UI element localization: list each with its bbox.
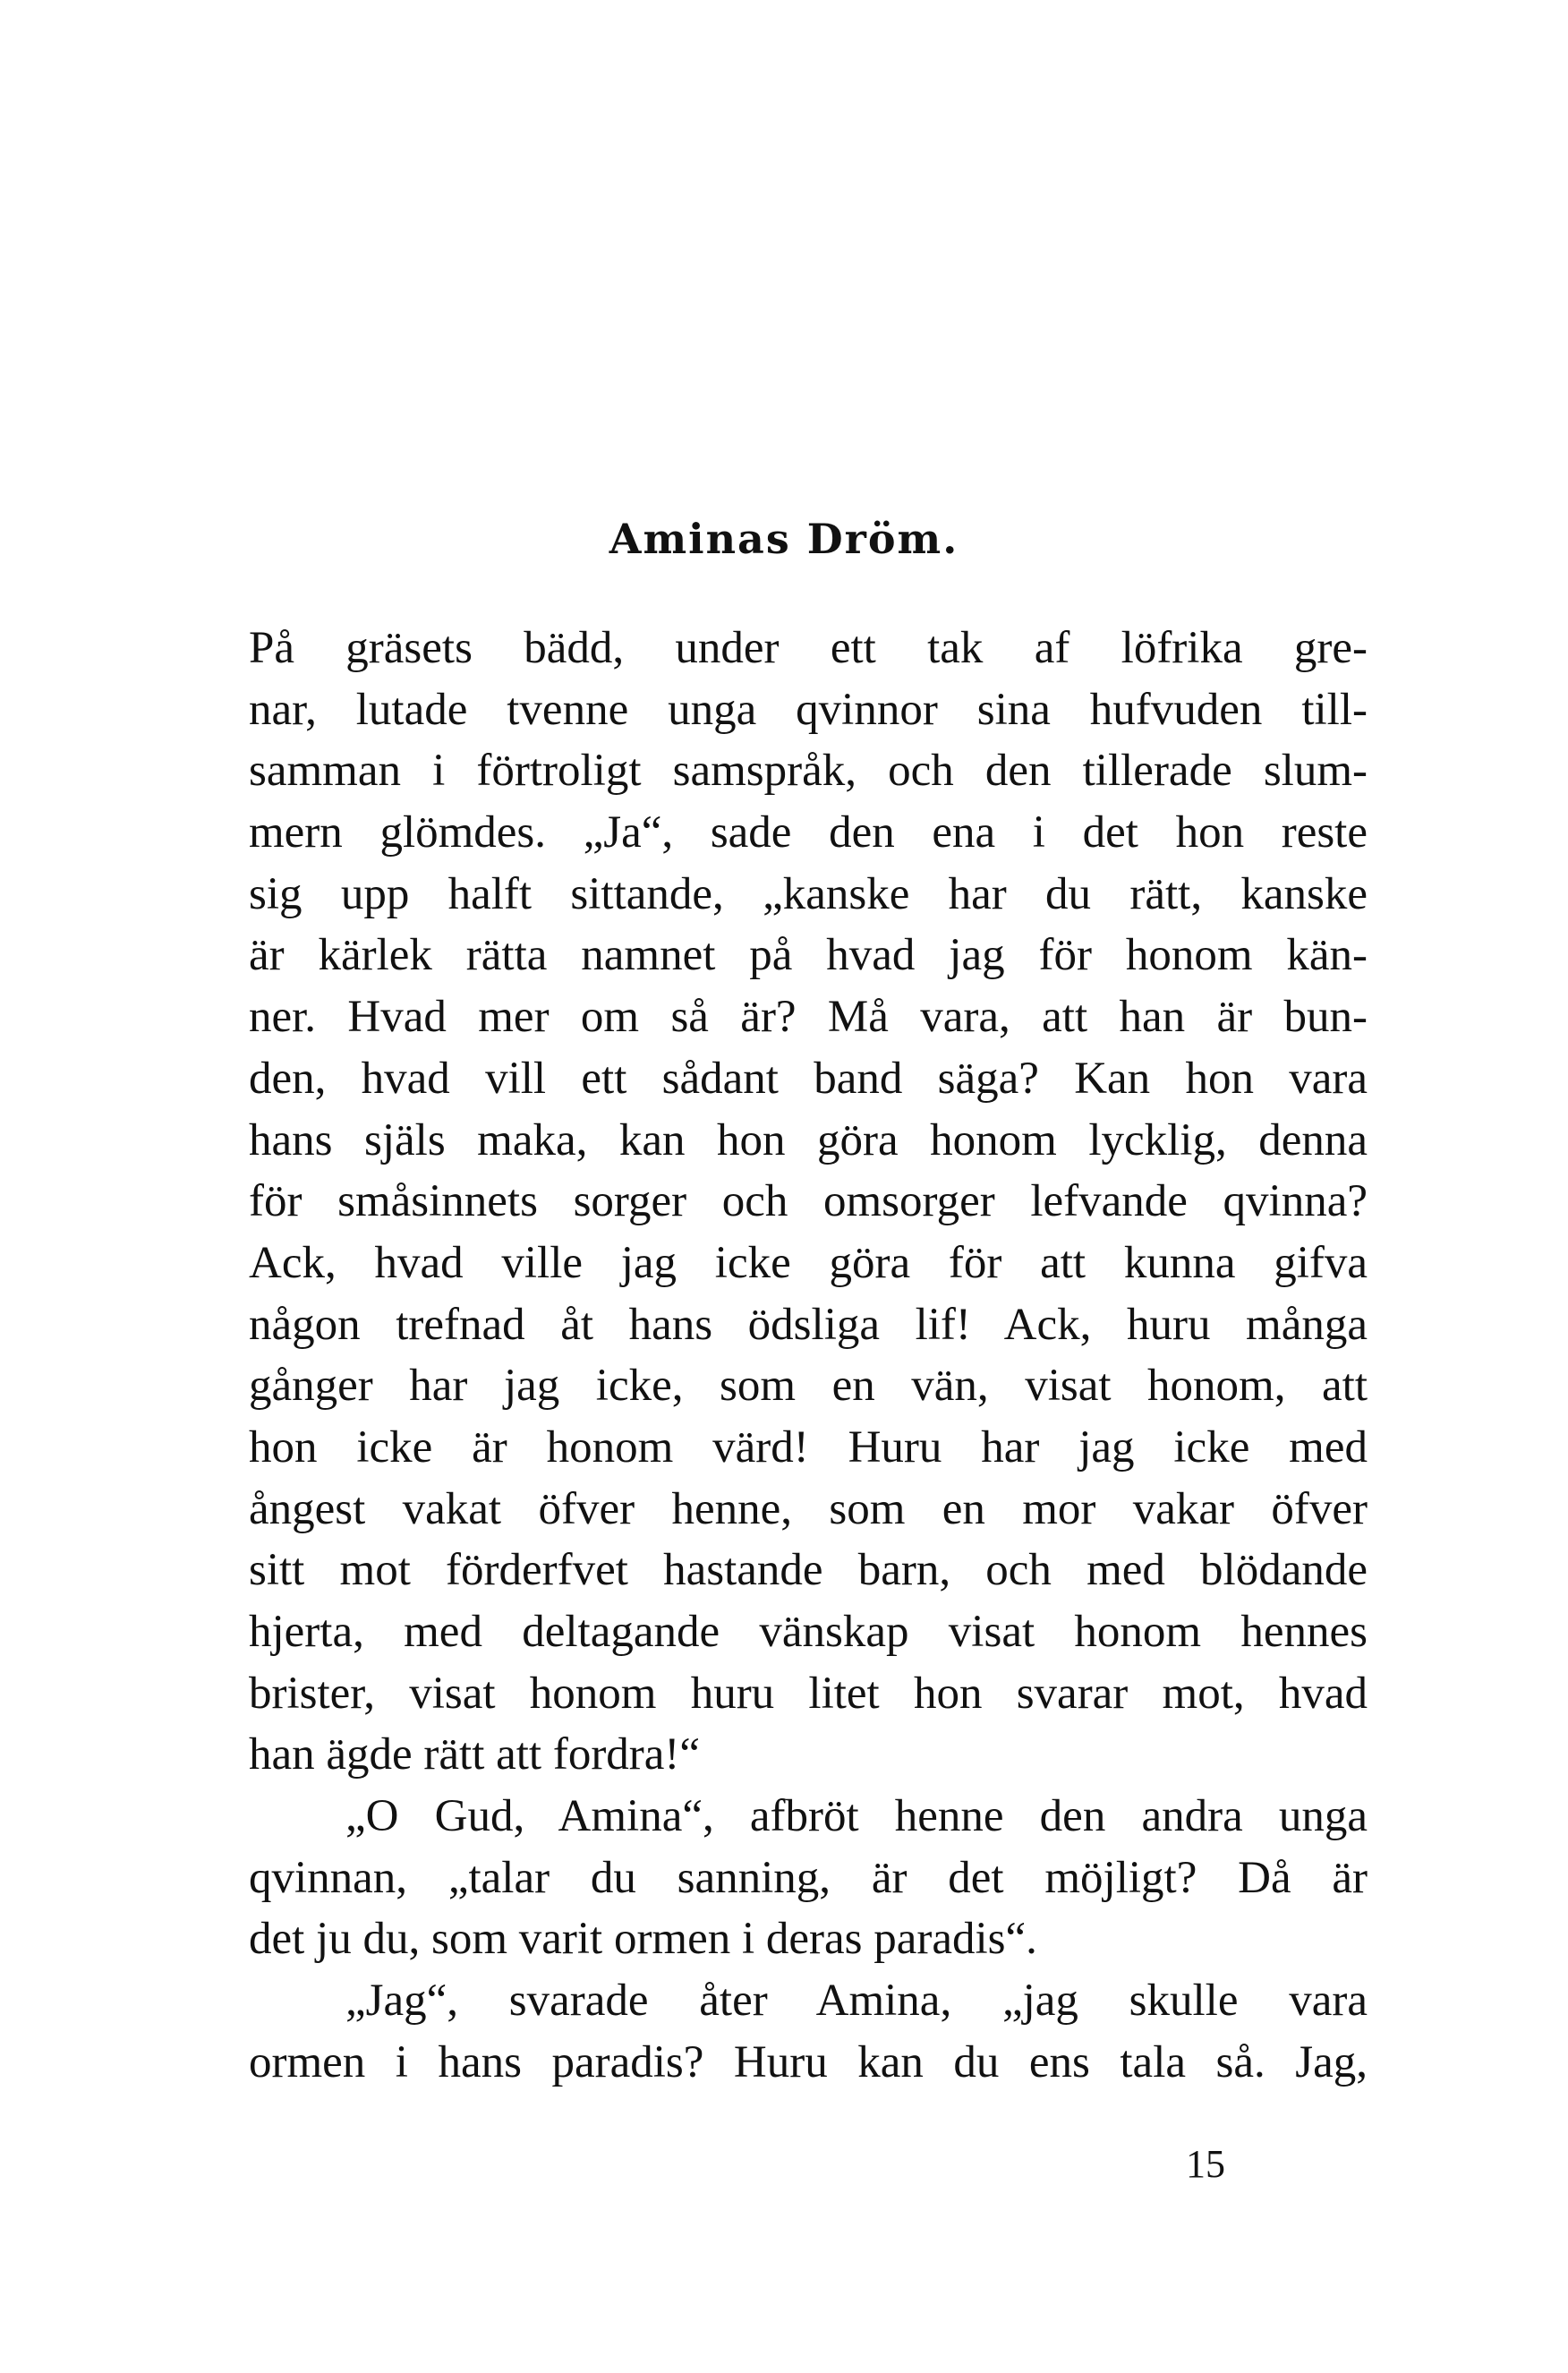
text-line: Ack, hvad ville jag icke göra för att kunna gifva [249, 1237, 1368, 1288]
text-line: qvinnan, „talar du sanning, är det möjligt? Då är [249, 1852, 1368, 1903]
text-line: hans själs maka, kan hon göra honom lycklig, denna [249, 1114, 1368, 1165]
text-line: någon trefnad åt hans ödsliga lif! Ack, huru många [249, 1299, 1368, 1350]
text-line: det ju du, som varit ormen i deras paradis“. [249, 1914, 1037, 1965]
text-line: sig upp halft sittande, „kanske har du rätt, kanske [249, 868, 1368, 919]
text-line: „Jag“, svarade åter Amina, „jag skulle vara [345, 1976, 1368, 2027]
text-line: samman i förtroligt samspråk, och den tillerade slum- [249, 746, 1368, 797]
text-line: för småsinnets sorger och omsorger lefvande qvinna? [249, 1176, 1368, 1227]
text-line: hon icke är honom värd! Huru har jag icke med [249, 1421, 1368, 1472]
text-line: gånger har jag icke, som en vän, visat honom, att [249, 1361, 1368, 1412]
page-number: 15 [1186, 2142, 1225, 2186]
text-line: är kärlek rätta namnet på hvad jag för honom kän- [249, 930, 1368, 981]
text-line: nar, lutade tvenne unga qvinnor sina hufvuden till- [249, 684, 1368, 735]
text-line: ångest vakat öfver henne, som en mor vakar öfver [249, 1483, 1368, 1534]
text-line: hjerta, med deltagande vänskap visat honom hennes [249, 1607, 1368, 1657]
text-line: mern glömdes. „Ja“, sade den ena i det hon reste [249, 807, 1368, 858]
text-line: brister, visat honom huru litet hon svarar mot, hvad [249, 1668, 1368, 1719]
body-text [249, 618, 1368, 2094]
text-line: På gräsets bädd, under ett tak af löfrika gre- [249, 623, 1368, 673]
text-line: den, hvad vill ett sådant band säga? Kan hon vara [249, 1053, 1368, 1104]
text-line: sitt mot förderfvet hastande barn, och med blödande [249, 1545, 1368, 1596]
chapter-title: Aminas Dröm. [609, 515, 959, 563]
text-line: ner. Hvad mer om så är? Må vara, att han är bun- [249, 992, 1368, 1043]
text-line: ormen i hans paradis? Huru kan du ens tala så. Jag, [249, 2036, 1368, 2087]
text-line: han ägde rätt att fordra!“ [249, 1729, 701, 1780]
text-line: „O Gud, Amina“, afbröt henne den andra unga [345, 1791, 1368, 1842]
